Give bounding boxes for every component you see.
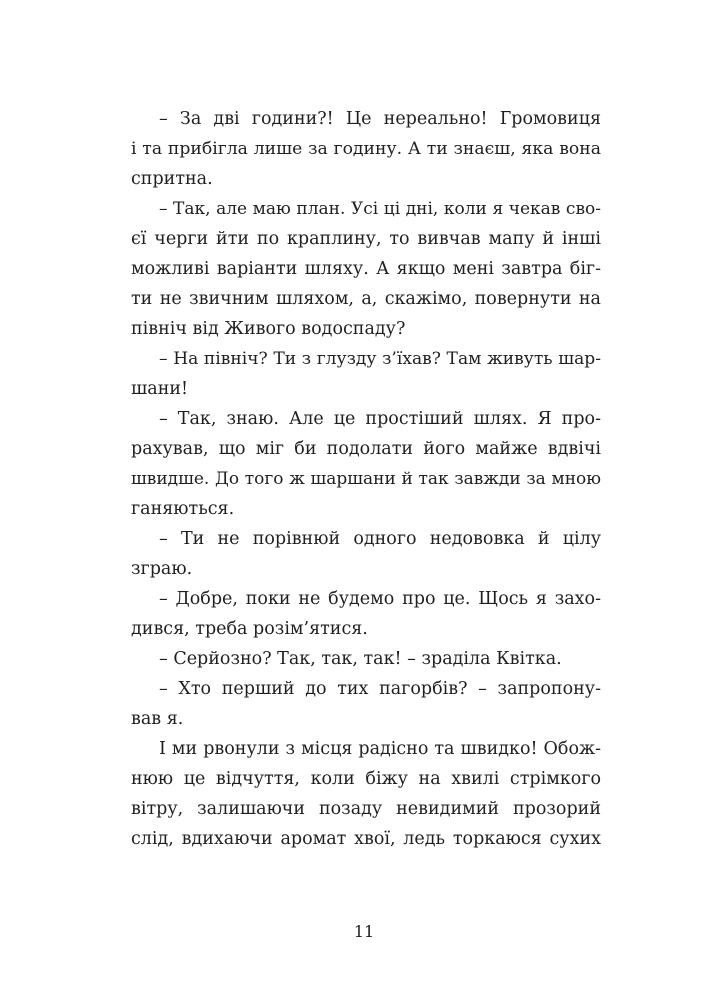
text-line: І ми рвонули з місця радісно та швидко! Обож-: [159, 739, 601, 759]
text-line: можливі варіанти шляху. А якщо мені завтра біг-: [131, 259, 601, 279]
text-line: – Ти не порівнюй одного недововка й цілу: [159, 529, 601, 549]
text-line: – Серйозно? Так, так, так! – зраділа Квітка.: [159, 649, 562, 669]
text-line: ти не звичним шляхом, а, скажімо, повернути на: [131, 289, 601, 309]
text-line: рахував, що міг би подолати його майже вдвічі: [131, 439, 601, 459]
text-line: північ від Живого водоспаду?: [131, 319, 406, 339]
text-line: – За дві години?! Це нереально! Громовиця: [159, 109, 601, 129]
text-line: – Так, знаю. Але це простіший шлях. Я про-: [159, 409, 601, 429]
text-line: нюю це відчуття, коли біжу на хвилі стрімкого: [131, 769, 601, 789]
text-line: спритна.: [131, 169, 213, 189]
body-text: [131, 104, 601, 854]
text-line: вав я.: [131, 709, 184, 729]
text-line: зграю.: [131, 559, 193, 579]
text-line: швидше. До того ж шаршани й так завжди за мною: [131, 469, 601, 489]
text-line: шани!: [131, 379, 189, 399]
text-line: слід, вдихаючи аромат хвої, ледь торкаюся сухих: [131, 829, 601, 849]
text-line: вітру, залишаючи позаду невидимий прозорий: [131, 799, 601, 819]
text-line: ганяються.: [131, 499, 235, 519]
text-line: – На північ? Ти з глузду з’їхав? Там живуть шар-: [159, 349, 601, 369]
text-line: єї черги йти по краплину, то вивчав мапу й інші: [131, 229, 601, 249]
text-line: – Так, але маю план. Усі ці дні, коли я чекав сво-: [159, 199, 601, 219]
text-line: – Добре, поки не будемо про це. Щось я захо-: [159, 589, 601, 609]
text-line: і та прибігла лише за годину. А ти знаєш, яка вона: [131, 139, 601, 159]
page-number: 11: [353, 922, 375, 941]
text-line: дився, треба розім’ятися.: [131, 619, 368, 639]
text-line: – Хто перший до тих пагорбів? – запропону-: [159, 679, 601, 699]
